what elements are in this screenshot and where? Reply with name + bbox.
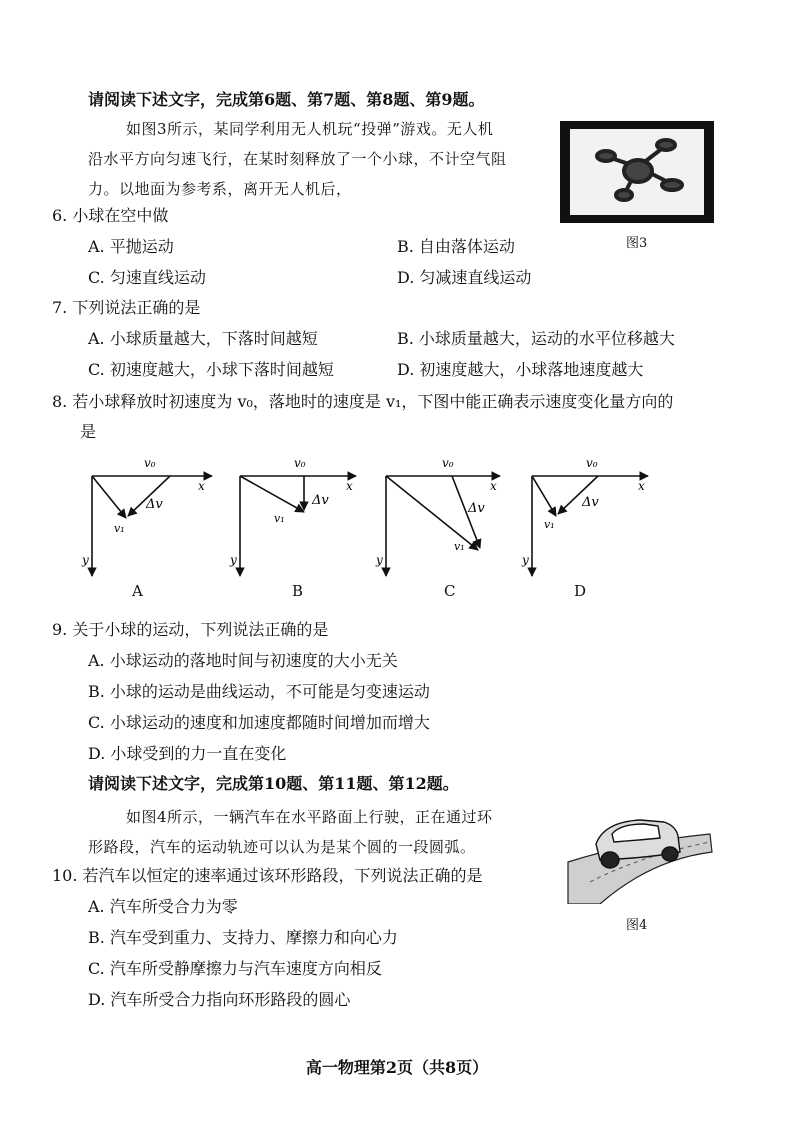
option-b: B. 自由落体运动 (397, 237, 515, 256)
label-v1: v₁ (454, 540, 465, 553)
label-x: x (346, 479, 353, 493)
question-stem-cont: 是 (80, 422, 97, 441)
passage-line: 如图4所示，一辆汽车在水平路面上行驶，正在通过环 (126, 808, 493, 826)
passage-line: 如图3所示，某同学利用无人机玩“投弹”游戏。无人机 (126, 120, 494, 138)
option-c: C. 汽车所受静摩擦力与汽车速度方向相反 (88, 959, 382, 978)
label-v1: v₁ (114, 522, 125, 535)
drone-photo (560, 121, 714, 223)
question-stem: 7. 下列说法正确的是 (52, 298, 201, 317)
option-b: B. 小球的运动是曲线运动，不可能是匀变速运动 (88, 682, 430, 701)
label-x: x (490, 479, 497, 493)
question-stem: 6. 小球在空中做 (52, 206, 169, 225)
label-v0: v₀ (442, 456, 454, 470)
label-y: y (522, 553, 529, 567)
label-dv: Δv (582, 495, 599, 510)
diagram-c (375, 456, 500, 576)
diagram-label-a: A (132, 582, 143, 600)
drone-icon (560, 121, 714, 223)
option-a: A. 小球运动的落地时间与初速度的大小无关 (88, 651, 398, 670)
diagram-label-b: B (292, 582, 304, 600)
option-d: D. 初速度越大，小球落地速度越大 (397, 360, 644, 379)
option-c: C. 小球运动的速度和加速度都随时间增加而增大 (88, 713, 430, 732)
velocity-diagrams (60, 452, 700, 602)
diagram-b (229, 456, 356, 576)
label-y: y (82, 553, 89, 567)
passage-line: 沿水平方向匀速飞行，在某时刻释放了一个小球，不计空气阻 (88, 150, 507, 168)
option-c: C. 初速度越大，小球下落时间越短 (88, 360, 334, 379)
car-icon (560, 812, 720, 904)
label-x: x (638, 479, 645, 493)
passage-line: 力。以地面为参考系，离开无人机后， (88, 180, 352, 198)
figure-caption: 图3 (626, 236, 648, 251)
page-footer: 高一物理第2页（共8页） (305, 1058, 489, 1077)
section-instruction: 请阅读下述文字，完成第6题、第7题、第8题、第9题。 (88, 90, 485, 109)
diagram-label-c: C (444, 582, 456, 600)
option-d: D. 小球受到的力一直在变化 (88, 744, 287, 763)
label-v1: v₁ (274, 512, 285, 525)
question-stem: 10. 若汽车以恒定的速率通过该环形路段，下列说法正确的是 (52, 866, 483, 885)
option-c: C. 匀速直线运动 (88, 268, 206, 287)
label-y: y (376, 553, 383, 567)
option-b: B. 小球质量越大，运动的水平位移越大 (397, 329, 675, 348)
label-dv: Δv (146, 497, 163, 512)
option-a: A. 小球质量越大，下落时间越短 (88, 329, 318, 348)
diagram-a (81, 456, 212, 576)
diagram-d (521, 456, 648, 576)
label-y: y (230, 553, 237, 567)
question-stem: 9. 关于小球的运动，下列说法正确的是 (52, 620, 329, 639)
label-v0: v₀ (144, 456, 156, 470)
label-v1: v₁ (544, 518, 555, 531)
label-dv: Δv (468, 501, 485, 516)
option-d: D. 汽车所受合力指向环形路段的圆心 (88, 990, 351, 1009)
figure-caption: 图4 (626, 918, 648, 933)
label-v0: v₀ (294, 456, 306, 470)
section-instruction: 请阅读下述文字，完成第10题、第11题、第12题。 (88, 774, 459, 793)
option-b: B. 汽车受到重力、支持力、摩擦力和向心力 (88, 928, 398, 947)
option-a: A. 汽车所受合力为零 (88, 897, 238, 916)
option-a: A. 平抛运动 (88, 237, 174, 256)
label-x: x (198, 479, 205, 493)
label-v0: v₀ (586, 456, 598, 470)
option-d: D. 匀减速直线运动 (397, 268, 532, 287)
label-dv: Δv (312, 493, 329, 508)
question-stem: 8. 若小球释放时初速度为 v₀，落地时的速度是 v₁，下图中能正确表示速度变化量方向的 (52, 392, 674, 411)
passage-line: 形路段，汽车的运动轨迹可以认为是某个圆的一段圆弧。 (88, 838, 476, 856)
diagram-label-d: D (574, 582, 587, 600)
